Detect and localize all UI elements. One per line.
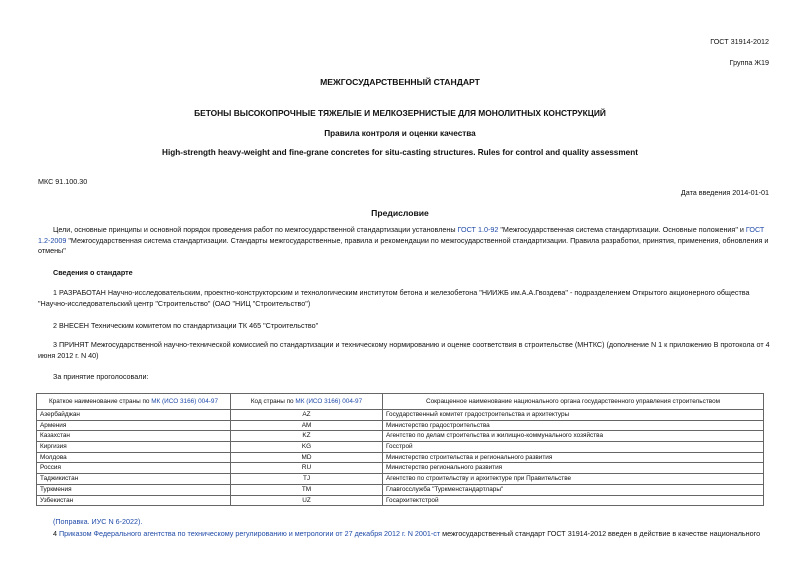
order-link[interactable]: Приказом Федерального агентства по техническому регулированию и метрологии от 27 декабря 2012 г. N 2001-ст <box>59 529 441 538</box>
amendment-link[interactable]: (Поправка. ИУС N 6-2022). <box>53 517 143 526</box>
authority-cell: Госстрой <box>383 442 764 453</box>
item-4 <box>53 529 760 538</box>
code-cell: MD <box>231 452 383 463</box>
item-3-line-2: июня 2012 г. N 40) <box>38 350 99 360</box>
foreword-text-a: Цели, основные принципы и основной порядок проведения работ по межгосударственной стандартизации установлены <box>53 225 458 234</box>
header-country: Краткое наименование страны по МК (ИСО 3166) 004-97 <box>37 394 231 410</box>
code-cell: TM <box>231 484 383 495</box>
foreword-text-b: "Межгосударственная система стандартизации. Основные положения" и <box>498 225 746 234</box>
document-subtitle: Правила контроля и оценки качества <box>324 129 476 138</box>
foreword-heading: Предисловие <box>371 208 429 218</box>
table-row <box>37 484 764 495</box>
table-row <box>37 463 764 474</box>
code-cell: TJ <box>231 474 383 485</box>
authority-cell: Главгосслужба "Туркменстандартлары" <box>383 484 764 495</box>
authority-cell: Министерство строительства и регионального развития <box>383 452 764 463</box>
country-cell: Казахстан <box>37 431 231 442</box>
country-cell: Азербайджан <box>37 410 231 421</box>
code-cell: RU <box>231 463 383 474</box>
authority-cell: Государственный комитет градостроительства и архитектуры <box>383 410 764 421</box>
code-cell: AZ <box>231 410 383 421</box>
country-cell: Туркмения <box>37 484 231 495</box>
intro-date: Дата введения 2014-01-01 <box>680 188 769 197</box>
table-row <box>37 442 764 453</box>
authority-cell: Министерство регионального развития <box>383 463 764 474</box>
item-1-line-2: "Научно-исследовательский центр "Строительство" (ОАО "НИЦ "Строительство") <box>38 298 311 308</box>
country-cell: Киргизия <box>37 442 231 453</box>
voted-label: За принятие проголосовали: <box>53 372 149 381</box>
item-1 <box>38 288 750 309</box>
header-authority: Сокращенное наименование национального органа государственного управления строительством <box>383 394 764 410</box>
country-cell: Таджикистан <box>37 474 231 485</box>
table-header-row <box>37 394 764 410</box>
authority-cell: Министерство градостроительства <box>383 420 764 431</box>
item-3-line-1: 3 ПРИНЯТ Межгосударственной научно-технической комиссией по стандартизации и техническому нормированию и оценке соответствия в строительстве (МНТКС) (дополнение N 1 к приложению В протокола от 4 <box>53 340 770 349</box>
code-cell: AM <box>231 420 383 431</box>
countries-table <box>36 393 764 506</box>
country-cell: Армения <box>37 420 231 431</box>
foreword-paragraph <box>38 225 768 257</box>
code-cell: KZ <box>231 431 383 442</box>
mks-code: МКС 91.100.30 <box>38 177 88 186</box>
foreword-text-c: "Межгосударственная система стандартизации. Стандарты межгосударственные, правила и рекомендации по межгосударственной стандартизации. Правила разработки, принятия, применения, обновления и <box>66 235 769 245</box>
table-row <box>37 431 764 442</box>
authority-cell: Агентство по делам строительства и жилищно-коммунального хозяйства <box>383 431 764 442</box>
gost-1-2-2009-link-cont[interactable]: 1.2-2009 <box>38 235 67 245</box>
table-row <box>37 420 764 431</box>
item-4-number: 4 <box>53 529 59 538</box>
item-2: 2 ВНЕСЕН Техническим комитетом по стандартизации ТК 465 "Строительство" <box>53 321 319 330</box>
table-row <box>37 410 764 421</box>
group-label: Группа Ж19 <box>729 58 769 67</box>
table-row <box>37 495 764 506</box>
mk-iso-link[interactable]: МК (ИСО 3166) 004-97 <box>295 397 363 405</box>
country-cell: Молдова <box>37 452 231 463</box>
item-3 <box>38 340 770 361</box>
header-code: Код страны по МК (ИСО 3166) 004-97 <box>231 394 383 410</box>
country-cell: Узбекистан <box>37 495 231 506</box>
info-heading: Сведения о стандарте <box>53 268 133 277</box>
gost-1-2-2009-link[interactable]: ГОСТ <box>745 225 765 234</box>
item-4-text: межгосударственный стандарт ГОСТ 31914-2012 введен в действие в качестве национального <box>440 529 761 538</box>
english-title: High-strength heavy-weight and fine-grane concretes for situ-casting structures. Rules for control and quality assessment <box>162 148 638 157</box>
code-cell: KG <box>231 442 383 453</box>
standard-kind: МЕЖГОСУДАРСТВЕННЫЙ СТАНДАРТ <box>320 77 480 87</box>
table-row <box>37 474 764 485</box>
authority-cell: Агентство по строительству и архитектуре при Правительстве <box>383 474 764 485</box>
document-title: БЕТОНЫ ВЫСОКОПРОЧНЫЕ ТЯЖЕЛЫЕ И МЕЛКОЗЕРНИСТЫЕ ДЛЯ МОНОЛИТНЫХ КОНСТРУКЦИЙ <box>194 108 606 118</box>
gost-1-0-92-link[interactable]: ГОСТ 1.0-92 <box>457 225 499 234</box>
mk-iso-link[interactable]: МК (ИСО 3166) 004-97 <box>151 397 219 405</box>
country-cell: Россия <box>37 463 231 474</box>
doc-number: ГОСТ 31914-2012 <box>710 37 769 46</box>
item-1-line-1: 1 РАЗРАБОТАН Научно-исследовательским, проектно-конструкторским и технологическим институтом бетона и железобетона "НИИЖБ им.А.А.Гвоздева" - подразделением Открытого акционерного общества <box>53 288 750 297</box>
authority-cell: Госархитектстрой <box>383 495 764 506</box>
code-cell: UZ <box>231 495 383 506</box>
table-row <box>37 452 764 463</box>
foreword-text-d: отмены" <box>38 246 66 255</box>
